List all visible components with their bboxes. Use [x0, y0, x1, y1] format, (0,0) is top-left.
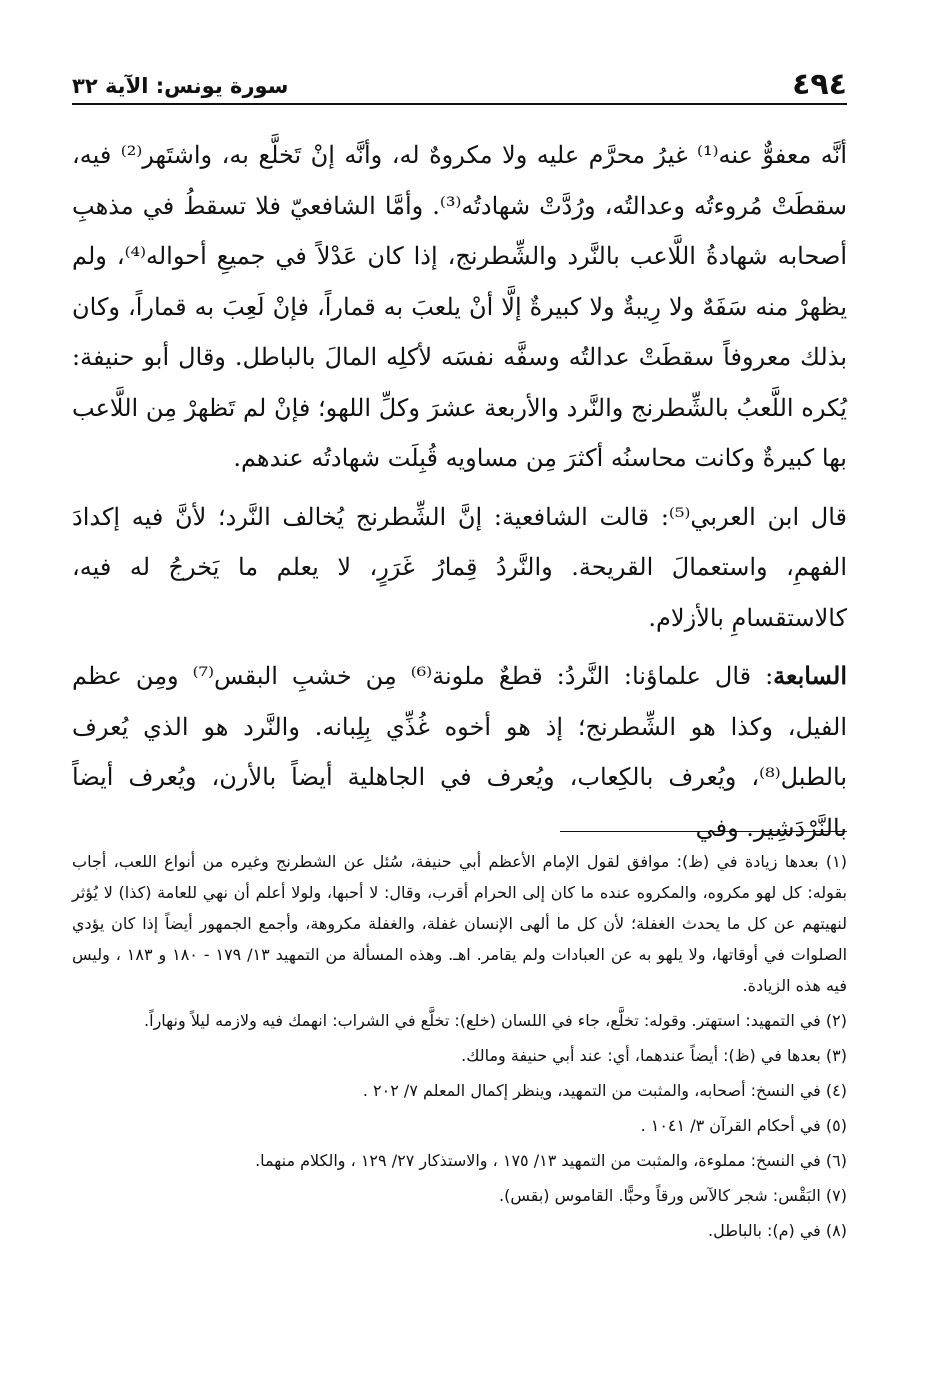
header-rule [72, 103, 847, 105]
paragraph-3 [72, 651, 847, 853]
footnote-7: (٧) البَقْس: شجر كالآس ورقاً وحبًّا. القاموس (بقس). [499, 1186, 847, 1205]
footnote-2: (٢) في التمهيد: استهتر. وقوله: تخلَّع، جاء في اللسان (خلع): تخلَّع في الشراب: انهمك فيه ولازمه ليلاً ونهاراً. [144, 1011, 847, 1030]
paragraph-1 [72, 130, 847, 484]
main-text [72, 130, 847, 853]
footnote-8: (٨) في (م): بالباطل. [708, 1221, 847, 1240]
footnote-3: (٣) بعدها في (ظ): أيضاً عندهما، أي: عند أبي حنيفة ومالك. [461, 1046, 847, 1065]
page-number: ٤٩٤ [792, 67, 847, 102]
paragraph-text: قال ابن العربي⁽⁵⁾: قالت الشافعية: إنَّ الشِّطرنج يُخالف النَّرد؛ لأنَّ فيه إكدادَ الفهمِ، واستعمالَ القريحة. والنَّردُ قِمارُ غَرَرٍ، لا يعلم ما يَخرجُ له فيه، كالاستقسامِ بالأزلام. [72, 502, 848, 632]
footnotes [72, 846, 847, 1250]
footnote-separator [560, 831, 847, 832]
paragraph-text: أنَّه معفوٌّ عنه⁽¹⁾ غيرُ محرَّم عليه ولا مكروهٌ له، وأنَّه إنْ تَخلَّع به، واشتَهر⁽²⁾ فيه، سقطَتْ مُروءتُه وعدالتُه، ورُدَّتْ شهادتُه⁽³⁾. وأمَّا الشافعيّ فلا تسقطُ في مذهبِ أصحابه شهادةُ اللَّاعب بالنَّرد والشِّطرنج، إذا كان عَدْلاً في جميعِ أحواله⁽⁴⁾، ولم يظهرْ منه سَفَهٌ ولا رِيبةٌ ولا كبيرةٌ إلَّا أنْ يلعبَ به قماراً، فإنْ لَعِبَ به قماراً، وكان بذلك معروفاً سقطَتْ عدالتُه وسفَّه نفسَه لأكلِه المالَ بالباطل. وقال أبو حنيفة: يُكره اللَّعبُ بالشِّطرنج والنَّرد والأربعة عشرَ وكلِّ اللهو؛ فإنْ لم تَظهرْ مِن اللَّاعب بها كبيرةٌ وكانت محاسنُه أكثرَ مِن مساويه قُبِلَت شهادتُه عندهم. [72, 141, 847, 472]
paragraph-text: : قال علماؤنا: النَّردُ: قطعٌ ملونة⁽⁶⁾ مِن خشبِ البقس⁽⁷⁾ ومِن عظم الفيل، وكذا هو الشِّطرنج؛ إذ هو أخوه غُذِّي بِلِبانه. والنَّرد هو الذي يُعرف بالطبل⁽⁸⁾، ويُعرف بالكِعاب، ويُعرف في الجاهلية أيضاً بالأرن، ويُعرف أيضاً بالنَّرْدَشِير. وفي [72, 662, 847, 842]
footnote-4: (٤) في النسخ: أصحابه، والمثبت من التمهيد، وينظر إكمال المعلم ٧/ ٢٠٢ . [362, 1081, 847, 1100]
paragraph-2 [72, 492, 847, 644]
footnote-5: (٥) في أحكام القرآن ٣/ ١٠٤١ . [640, 1116, 847, 1135]
paragraph-lead: السابعة [773, 661, 847, 690]
page-header [72, 62, 847, 100]
running-title: سورة يونس: الآية ٣٢ [72, 74, 289, 98]
footnote-1: (١) بعدها زيادة في (ظ): موافق لقول الإمام الأعظم أبي حنيفة، سُئل عن الشطرنج وغيره من أنواع اللعب، أجاب بقوله: كل لهو مكروه، والمكروه عنده ما كان إلى الحرام أقرب، وقال: لا أحبها، ولولا أعلم أن نهي للعامة (كذا) لا يُؤثر لنهيتهم عن كل ما يحدث الغفلة؛ لأن كل ما ألهى الإنسان غفلة، والغفلة مكروهة، وأجمع الجمهور أيضاً إذا كان يؤدي الصلوات في أوقاتها، ولا يلهو به عن العبادات ولم يقامر. اهـ. وهذه المسألة من التمهيد ١٣/ ١٧٩ - ١٨٠ و ١٨٣ ، وليس فيه هذه الزيادة. [72, 852, 848, 995]
footnote-6: (٦) في النسخ: مملوءة، والمثبت من التمهيد ١٣/ ١٧٥ ، والاستذكار ٢٧/ ١٢٩ ، والكلام منهما. [255, 1151, 847, 1170]
